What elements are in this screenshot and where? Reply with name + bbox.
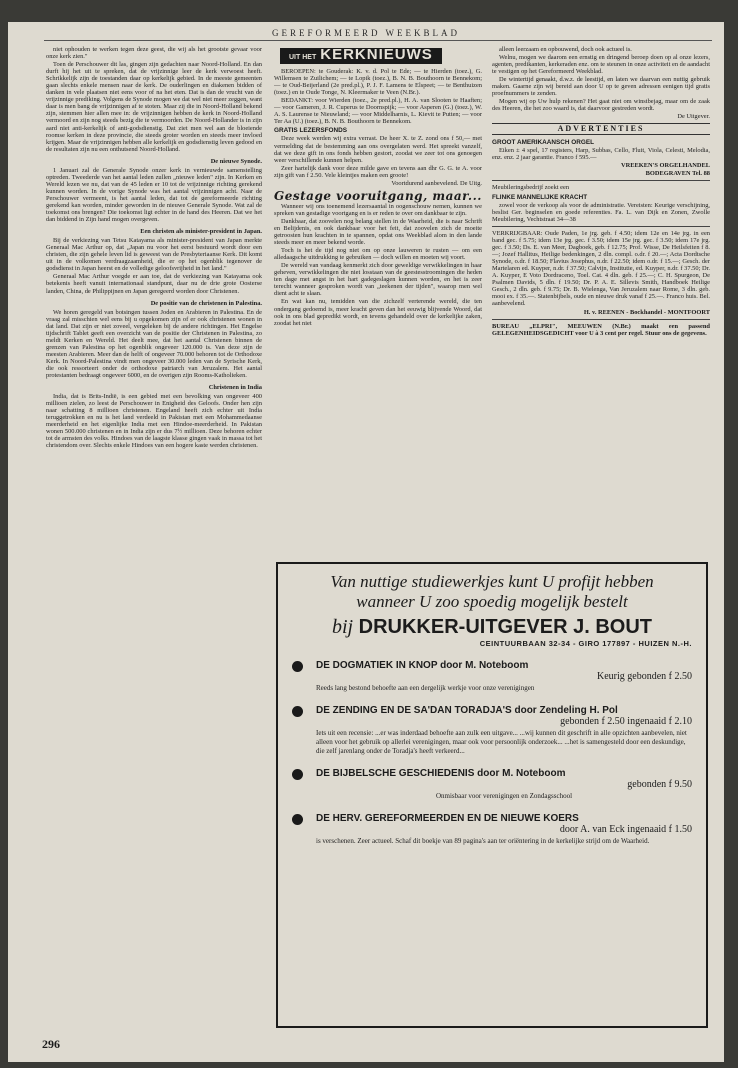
paragraph: Generaal Mac Arthur voegde er aan toe, dat de verkiezing van Katayama ook betekenis heeft vanuit internationaal standpunt, daar nu de drie grote Oosterse landen, China, de Philippijnen en Japan geregeerd worden door Christenen. (46, 273, 262, 295)
page-number: 296 (42, 1037, 60, 1051)
ad-text: Eiken ± 4 spel, 17 registers, Harp, Subbas, Cello, Fluit, Viola, Celesti, Melodia, enz. enz. 2 jaar garantie. Franco f 595.— (492, 146, 710, 161)
book-price: door A. van Eck ingenaaid f 1.50 (559, 824, 692, 835)
divider (492, 180, 710, 181)
publisher-title: DRUKKER-UITGEVER J. BOUT (358, 616, 653, 638)
paragraph: BEROEPEN: te Gouderak: K. v. d. Pol te Ede; — te Hierden (toez.), G. Willemsen te Zuilichem; — te Lopik (toez.), B. N. B. Bouthoorn te Bennekom; — te Oud-Beijerland (2e pred.pl.), P. J. F. Lamens te Elspeet; — te Benthuizen (toez.) en te Oude Tonge, N. Kleermaker te Veen (N.Br.). (274, 68, 482, 97)
paragraph: Mogen wij op Uw hulp rekenen? Het gaat niet om winstbejag, maar om de zaak des Heeren, die het zoo waard is, dat daarvoor gestreden wordt. (492, 98, 710, 113)
ad-heading: FLINKE MANNELIJKE KRACHT (492, 193, 588, 201)
book-price: gebonden f 2.50 ingenaaid f 2.10 (560, 716, 692, 727)
paragraph: alleen leerzaam en opbouwend, doch ook actueel is. (499, 46, 632, 53)
paragraph: De wintertijd genaakt, d.w.z. de leestijd, en laten we daarvan een nuttig gebruik maken. Gaarne zijn wij bereid aan door U op te geven adressen eenigen tijd gratis proefnummers te zenden. (492, 76, 710, 98)
book-note: Iets uit een recensie: ...er was inderdaad behoefte aan zulk een uitgave... ...wij kunnen dit geschrift in alle opzichten aanbevelen, niet alleen voor het gebruik op allerlei verenigingen, maar ook voor persoonlijk onderzoek... ...het is samengesteld door een deskundige, die zelf jarenlang onder de Toradja's heeft verkeerd... (316, 729, 687, 755)
paragraph: Deze week werden wij extra verrast. De heer X. te Z. zond ons f 50,— met vermelding dat de bestemming aan ons overgelaten werd. Het spreekt vanzelf, dat we deze gift in ons fonds hebben gestort, zoodat we zeer tot ons genoegen weer verschillende kunnen helpen. (274, 135, 482, 164)
ad-text: BUREAU „ELPRI", MEEUWEN (N.Br.) maakt een passend GELEGENHEIDSGEDICHT voor U à 3 cent per regel. Stuur ons de gegevens. (492, 322, 710, 337)
paragraph: Toen de Perschouwer dit las, gingen zijn gedachten naar Noord-Holland. En dan durft hij het uit te spreken, dat de vrijzinnige leer de kerk verwoest heeft. Schrikkelijk zijn de toestanden daar op kerkelijk gebied. In de meeste gemeenten gaan slechts enkele mensen naar de kerk. De ouderlingen en diakenen bidden of danken in vele plaatsen niet eens voor of na het eten. Dat is dan de vrucht van de vrijzinnige prediking. Volgens de Synode mogen we dat wel niet meer zeggen, want daar is men bang de vrijzinnigen af te stoten. Maar zij die in Noord-Holland bekend zijn, stemmen hier allen mee in: de vrijzinnigen hebben de kerk in Noord-Holland vermoord en zijn nog steeds bezig die te vermoorden. De Noord-Hollander is in zijn aard niet anti-kerkelijk of anti-godsdienstig. Dat ziet men wel aan de bloeiende roomse kerken in deze provincie, die steeds groter worden en steeds meer invloed krijgen. Maar de vrijzinnigen hebben alle kerkelijk en godsdienstig leven gedood en de resultaten zijn nu een onthutsend Noord-Holland. (46, 61, 262, 153)
divider (492, 319, 710, 320)
book-title: DE HERV. GEREFORMEERDEN EN DE NIEUWE KOERS (316, 813, 579, 824)
paragraph: Dankbaar, dat zoovelen nog belang stellen in de Waarheid, die is naar Schrift en Belijdenis, en ook dankbaar voor het feit, dat zoovelen zich de moeite getroosten hun krachten in te spannen, opdat ons Weekblad alom in den lande steeds meer en meer bekend worde. (274, 217, 482, 247)
book-price: Keurig gebonden f 2.50 (597, 671, 692, 682)
book-price: gebonden f 9.50 (627, 779, 692, 790)
book-note: is verschenen. Zeer actueel. Schaf dit boekje van 89 pagina's aan ter oriëntering in de kerkelijke strijd om de Waarheid. (316, 837, 650, 845)
ad-text: VERKRIJGBAAR: Oude Paden, 1e jrg. geb. f 4.50; idem 12e en 14e jrg. in een band gec. f 5.75; idem 13e jrg. gec. f 3.50; idem 15e jrg. gec. f 3.50; idem 17e jrg. gec. f 3.50; Ds. E. van Meer, Dagboek, geb. f 12.75; Prof. Wisse, De Heilsfeiten f 8.—; Jozef Hallitus, Heilige bedenkingen, 2 dln. compl. o.dr. f 20.—; Acta Dordtsche Synode, o.dr. f 18.50; Flavius Josephus, n.dr. f 22.50; idem o.dr. f 15.—; Gesch. der Martelaren ed. Kuyper, n.dr. f 37.50; Calvijn, Institutie, ed. Kuyper, n.dr. f 37.50; Dr. A. Kuyper, E Voto Dordraceno, Toel. Cat. 4 dln. geb. f 25.—; C. H. Spurgeon, De Psalmen Davids, 5 dln. f 19.50; Dr. P. A. E. Sillevis Smith, Handboek Heilige Gesch., 2 dln. geb. f 9.75; Dr. B. Wielenga, Van Jeruzalem naar Rome, 3 dln. geb. mooi ex. f 35.—. Statenbijbels, oude en nieuwe druk vanaf f 25.—. Franco huis. Bel. aanbevelend. (492, 229, 710, 308)
bullet-icon (292, 661, 303, 672)
book-note: Reeds lang bestond behoefte aan een dergelijk werkje voor onze verenigingen (316, 684, 535, 692)
ad-firm: VREEKEN'S ORGELHANDEL (621, 161, 710, 169)
paragraph: BEDANKT: voor Wierden (toez., 2e pred.pl.), H. A. van Slooten te Haaften; — voor Gameren, J. R. Cuperus te Doornspijk; — voor Asperen (G.) (toez.), W. A. S. Laurense te Nieuwland; — voor Middelharnis, L. Kievit te Putten; — voor Ter Aa (U.) (toez.), B. N. B. Bouthoorn te Bennekom. (274, 97, 482, 126)
column-advertisements (492, 46, 710, 566)
bullet-icon (292, 814, 303, 825)
book-title: DE BIJBELSCHE GESCHIEDENIS door M. Noteboom (316, 768, 566, 779)
paragraph: We horen geregeld van botsingen tussen Joden en Arabieren in Palestina. En de vraag zal misschien wel eens bij u opgekomen zijn of er ook christenen wonen in dat land. Dat zijn er niet zoveel, vergeleken bij de andere richtingen. Het Engelse tijdschrift Tablet geeft een overzicht van de positie der Christenen in Palestina, zo meldt Kerken en Wereld. Het deelt mee, dat het aantal Christenen binnen de grenzen van Palestina op het ogenblik ongeveer 120.000 is. Van deze zijn de meesten Arabieren. Meer dan de helft of ongeveer 70.000 behoren tot de Orthodoxe Kerk. In Noord-Palestina vindt men ongeveer 30.000 leden van de Syrische Kerk, die ook ressorteert onder de orthodoxe patriarch van Jeruzalem. Het aantal protestanten bedraagt ongeveer 6000, en de overigen zijn Rooms-Katholieken. (46, 308, 262, 380)
paragraph: Wanneer wij ons toenemend lezersaantal in oogenschouw nemen, kunnen we spreken van gestadige voortgang en is er reden te over om dankbaar te zijn. (274, 202, 482, 217)
section-heading: GRATIS LEZERSFONDS (274, 127, 348, 135)
ad-text: Meubileringsbedrijf zoekt een (492, 183, 570, 191)
paragraph: India, dat is Brits-Indië, is een gebied met een bevolking van ongeveer 400 millioen zielen, zo leest de Perschouwer in Enigheid des Geloofs. Onder hen zijn naar schatting 8 millioen christenen. Engeland heeft zich echter uit India teruggetrokken en nu is het land verdeeld in Pakistan met een Mohammedaanse meerderheid en het eigenlijke India met een Hindoe-meerderheid. In Pakistan wonen 500.000 christenen en in India zijn er dus 7½ millioen. Deze behoren echter tot de armsten des volks. Hindoes van de laagste klasse gingen vaak in massa tot het christendom over. Slechts enkele Hindoes van een hogere kaste werden christenen. (46, 393, 262, 450)
signature: Voortdurend aanbevelend. De Uitg. (391, 179, 482, 187)
book-note: Onmisbaar voor verenigingen en Zondagsschool (435, 792, 573, 800)
paragraph: De wereld van vandaag kenmerkt zich door geweldige verwikkelingen in haar geheven, verwikkelingen die niet losstaan van de geestesstroomingen die heden ten dage met angst in het hart gadegeslagen kunnen worden, en het is zeer terecht wanneer gesproken wordt van „teekenen der tijden", waarop men wel dient acht te slaan. (274, 262, 482, 298)
book-title: DE DOGMATIEK IN KNOP door M. Noteboom (316, 660, 529, 671)
ad-tagline: wanneer U zoo spoedig mogelijk bestelt (356, 592, 628, 611)
ad-firm-place: BODEGRAVEN Tel. 88 (645, 169, 710, 177)
book-item (292, 660, 692, 693)
newspaper-page (8, 22, 724, 1062)
section-heading: De positie van de christenen in Palestina. (150, 299, 262, 307)
book-title: DE ZENDING EN DE SA'DAN TORADJA'S door Zendeling H. Pol (316, 705, 618, 716)
kerknieuws-banner (280, 48, 442, 64)
book-item (292, 705, 692, 756)
paragraph: Zeer hartelijk dank voor deze milde gave en tevens aan dhr G. G. te A. voor zijn gift van f 2.50. Vele kleintjes maken een groote! (274, 164, 482, 179)
paragraph: niet ophouden te werken tegen deze geest, die wij als het grootste gevaar voor onze kerk zien." (46, 46, 262, 61)
signature: De Uitgever. (677, 113, 710, 121)
header-rule (44, 40, 712, 41)
page-header: GEREFORMEERD WEEKBLAD (271, 28, 461, 38)
paragraph: Toch is het de tijd nog niet om op onze lauweren te rusten — om een alledaagsche uitdrukking te gebruiken — doch willen en moeten wij voort. (274, 247, 482, 262)
ad-heading: GROOT AMERIKAANSCH ORGEL (492, 138, 595, 146)
section-heading: De nieuwe Synode. (210, 157, 262, 165)
section-heading: Christenen in India (208, 384, 262, 392)
publisher-address: CEINTUURBAAN 32-34 - GIRO 177897 - HUIZEN N.-H. (479, 639, 692, 648)
book-item (292, 768, 692, 801)
ad-tagline: Van nuttige studiewerkjes kunt U profijt hebben (330, 572, 654, 591)
script-heading: Gestage vooruitgang, maar... (274, 188, 482, 203)
paragraph: En wat kan nu, temidden van die zichzelf verterende wereld, die ten ondergang gedoemd is, meer kracht geven dan het eeuwig blijvende Woord, dat ook in ons blad gepredikt wordt, en tevens gehandeld over de kerkelijke zaken, zoodat het niet (274, 298, 482, 327)
publisher-advertisement (276, 562, 708, 1028)
divider (492, 226, 710, 227)
column-church-news (274, 46, 482, 566)
banner-title: KERKNIEUWS (320, 46, 433, 63)
paragraph: 1 Januari zal de Generale Synode onzer kerk in vernieuwde samenstelling optreden. Tweederde van het aantal leden zullen „nieuwe leden" zijn. In Kerken en Wereld lezen we nu, dat van de 45 leden er 10 tot de vrijzinnige richting gerekend kunnen worden. In de vorige Synode was het aantal vrijzinnigen acht. Naar de Perschouwer vermeent, is het aantal leden, dat tot de gereformeerde richting gerekend kan worden, minder geworden in de nieuwe Generale Synode. Wat zal de toekomst ons brengen? Die toekomst ligt echter in de hand des Heeren. Dat we het dan biddend in Zijn hand mogen overgeven. (46, 166, 262, 224)
section-heading: Een christen als minister-president in Japan. (140, 228, 262, 236)
ad-firm: H. v. REENEN - Bockhandel - MONTFOORT (583, 308, 710, 316)
book-item (292, 813, 692, 846)
publisher-prefix: bij (331, 616, 354, 638)
advertenties-title: ADVERTENTIES (492, 123, 710, 134)
ad-text: zowel voor de verkoop als voor de administratie. Vereisten: Keurige verschijning, beslist Ger. beginselen en goede referenties. Fa. L. van Dijk en Zonen, Zwolle Meubilering, Vechtstraat 34—38 (492, 201, 710, 223)
bullet-icon (292, 706, 303, 717)
publisher-name (292, 616, 692, 639)
column-press-review (46, 46, 262, 996)
paragraph: Welnu, mogen we daarom een ernstig en dringend beroep doen op al onze lezers, agenten, predikanten, kerkeraden enz. om te steunen in onze activiteit en de aandacht te vestigen op het Gereformeerd Weekblad. (492, 54, 710, 76)
banner-prefix: UIT HET (289, 54, 317, 61)
bullet-icon (292, 769, 303, 780)
paragraph: Bij de verkiezing van Tetsu Katayama als minister-president van Japan merkte Generaal Mac Arthur op, dat „Japan nu voor het eerst bestuurd wordt door een christen, die zijn gehele leven lid is geweest van de Presbyteriaanse Kerk. Dit komt uit in de volkomen verdraagzaamheid, die er op het ogenblik tegenover de godsdienst in Japan heerst en de volledige geloofsvrijheid in het land." (46, 237, 262, 273)
